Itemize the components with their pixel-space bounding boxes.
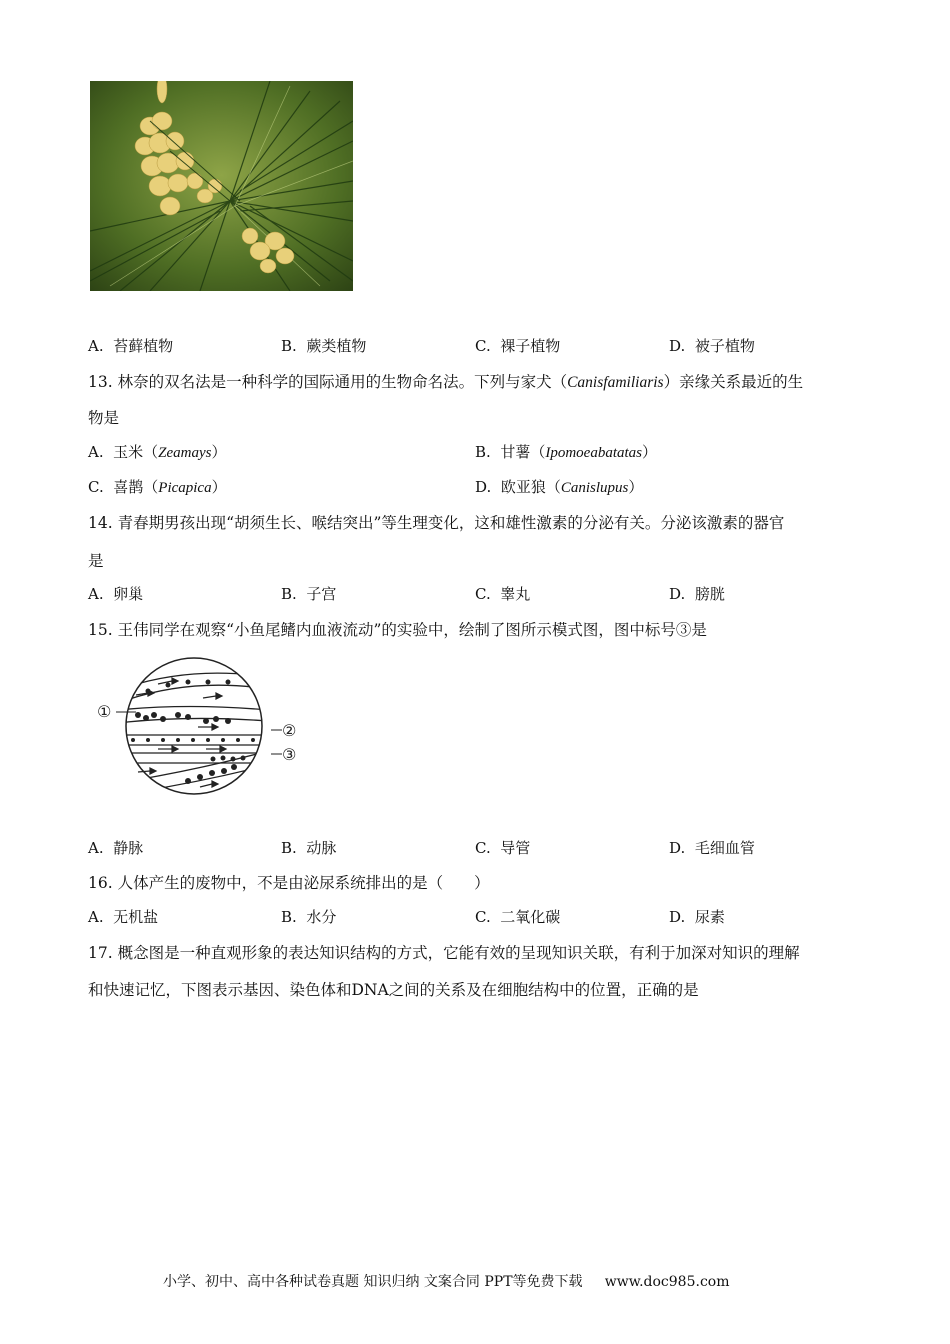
q12-option-c[interactable]: C. 裸子植物 [475, 337, 561, 355]
q15-option-a[interactable]: A. 静脉 [88, 839, 144, 857]
q17-stem-line1: 17. 概念图是一种直观形象的表达知识结构的方式，它能有效的呈现知识关联，有利于加深对知识的理解 [88, 944, 800, 962]
q16-option-c[interactable]: C. 二氧化碳 [475, 908, 561, 926]
q13-option-c[interactable]: C. 喜鹊（Picapica） [88, 478, 227, 496]
diagram-label-3: ③ [282, 745, 297, 764]
q14-option-c[interactable]: C. 睾丸 [475, 585, 531, 603]
q15-stem: 15. 王伟同学在观察“小鱼尾鳍内血液流动”的实验中，绘制了图所示模式图，图中标号③是 [88, 621, 707, 639]
diagram-label-2: ② [282, 721, 297, 740]
q13-option-a[interactable]: A. 玉米（Zeamays） [88, 443, 227, 461]
footer-text: 小学、初中、高中各种试卷真题 知识归纳 文案合同 PPT等免费下载 [163, 1274, 583, 1290]
q17-stem-line2: 和快速记忆，下图表示基因、染色体和DNA之间的关系及在细胞结构中的位置，正确的是 [88, 981, 699, 999]
q14-option-d[interactable]: D. 膀胱 [669, 585, 725, 603]
q12-option-a[interactable]: A. 苔藓植物 [88, 337, 174, 355]
footer-url-link[interactable]: www.doc985.com [604, 1274, 730, 1290]
q16-option-d[interactable]: D. 尿素 [669, 908, 725, 926]
fish-tail-blood-flow-diagram [88, 655, 308, 800]
q16-stem: 16. 人体产生的废物中，不是由泌尿系统排出的是（ ） [88, 874, 490, 892]
q16-option-a[interactable]: A. 无机盐 [88, 908, 159, 926]
q13-option-d[interactable]: D. 欧亚狼（Canislupus） [475, 478, 644, 496]
q14-stem-line1: 14. 青春期男孩出现“胡须生长、喉结突出”等生理变化，这和雄性激素的分泌有关。分泌该激素的器官 [88, 514, 785, 532]
q15-option-b[interactable]: B. 动脉 [281, 839, 337, 857]
q15-option-d[interactable]: D. 毛细血管 [669, 839, 755, 857]
q13-stem-line2: 物是 [88, 409, 120, 427]
pine-photo [90, 81, 353, 291]
q14-option-a[interactable]: A. 卵巢 [88, 585, 144, 603]
q13-stem-line1: 13. 林奈的双名法是一种科学的国际通用的生物命名法。下列与家犬（Canisfamiliaris）亲缘关系最近的生 [88, 373, 804, 391]
page-footer [163, 1271, 729, 1291]
q13-option-b[interactable]: B. 甘薯（Ipomoeabatatas） [475, 443, 658, 461]
diagram-label-1: ① [97, 702, 112, 721]
q14-option-b[interactable]: B. 子宫 [281, 585, 337, 603]
q16-option-b[interactable]: B. 水分 [281, 908, 337, 926]
q12-option-b[interactable]: B. 蕨类植物 [281, 337, 367, 355]
q14-stem-line2: 是 [88, 552, 104, 570]
q12-option-d[interactable]: D. 被子植物 [669, 337, 755, 355]
q15-option-c[interactable]: C. 导管 [475, 839, 531, 857]
